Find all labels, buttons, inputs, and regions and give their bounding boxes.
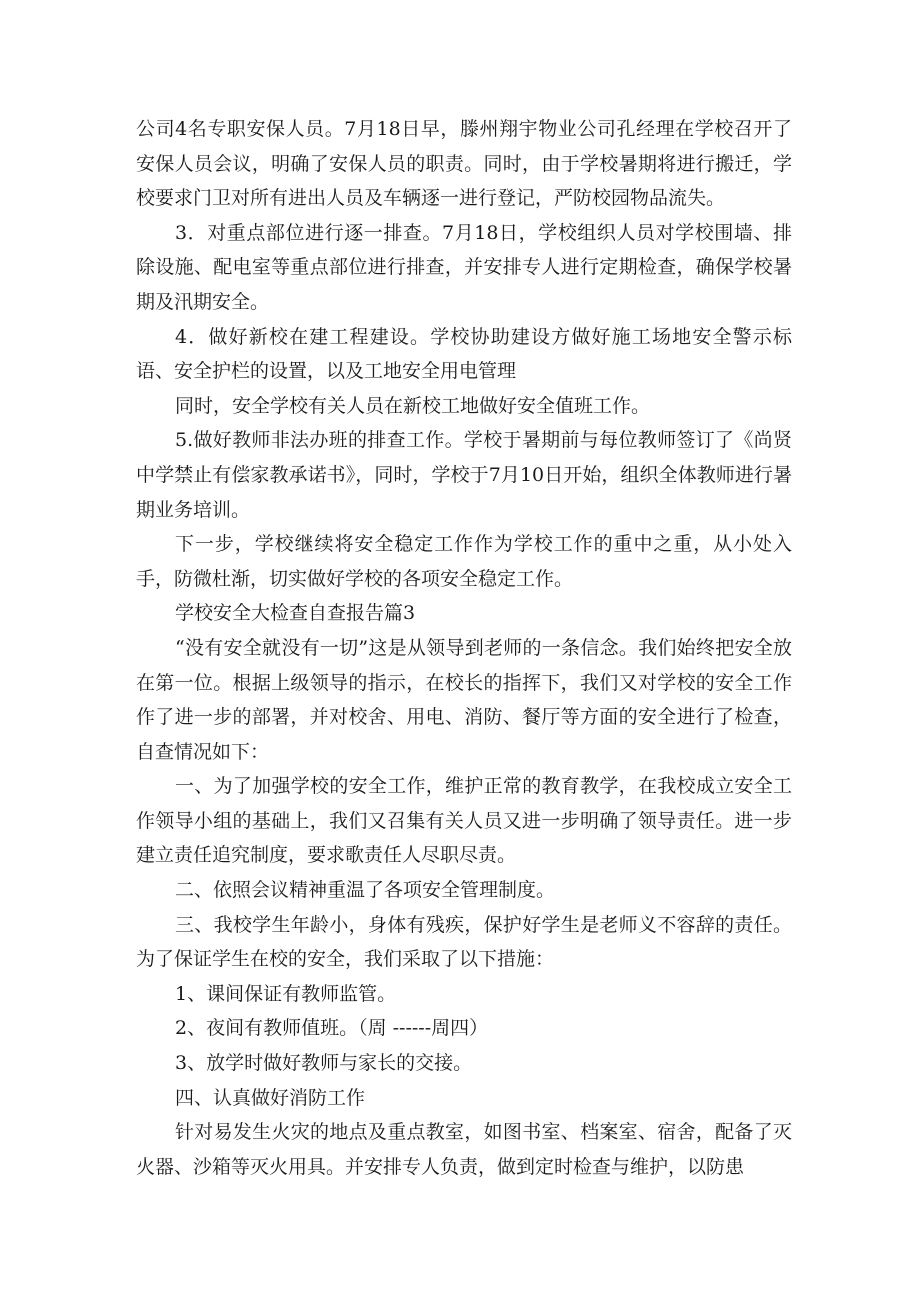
paragraph-4: 同时，安全学校有关人员在新校工地做好安全值班工作。 (175, 394, 651, 417)
paragraph-11: 三、我校学生年龄小，身体有残疾，保护好学生是老师义不容辞的责任。为了保证学生在校的安全，我们采取了以下措施： (136, 913, 792, 971)
paragraph-16: 针对易发生火灾的地点及重点教室，如图书室、档案室、宿舍，配备了灭火器、沙箱等灭火用具。并安排专人负责，做到定时检查与维护，以防患 (136, 1121, 792, 1178)
paragraph-2: 3．对重点部位进行逐一排查。7月18日，学校组织人员对学校围墙、排除设施、配电室等重点部位进行排查，并安排专人进行定期检查，确保学校暑期及汛期安全。 (136, 221, 792, 313)
document-page (136, 112, 792, 1184)
paragraph-10: 二、依照会议精神重温了各项安全管理制度。 (175, 879, 556, 902)
section-heading: 学校安全大检查自查报告篇3 (175, 602, 416, 625)
paragraph-15: 四、认真做好消防工作 (175, 1086, 366, 1109)
paragraph-8: “没有安全就没有一切”这是从领导到老师的一条信念。我们始终把安全放在第一位。根据上级领导的指示，在校长的指挥下，我们又对学校的安全工作作了进一步的部署，并对校舍、用电、消防、餐厅等方面的安全进行了检查，自查情况如下： (136, 636, 792, 763)
list-item-2: 2、夜间有教师值班。（周 ------周四） (175, 1017, 489, 1040)
paragraph-3: 4．做好新校在建工程建设。学校协助建设方做好施工场地安全警示标语、安全护栏的设置，以及工地安全用电管理 (136, 325, 792, 383)
list-item-3: 3、放学时做好教师与家长的交接。 (175, 1052, 473, 1075)
paragraph-1: 公司4名专职安保人员。7月18日早，滕州翔宇物业公司孔经理在学校召开了安保人员会议，明确了安保人员的职责。同时，由于学校暑期将进行搬迁，学校要求门卫对所有进出人员及车辆逐一进行登记，严防校园物品流失。 (136, 118, 792, 210)
paragraph-6: 下一步，学校继续将安全稳定工作作为学校工作的重中之重，从小处入手，防微杜渐，切实做好学校的各项安全稳定工作。 (136, 533, 792, 590)
list-item-1: 1、课间保证有教师监管。 (175, 982, 397, 1005)
paragraph-9: 一、为了加强学校的安全工作，维护正常的教育教学，在我校成立安全工作领导小组的基础上，我们又召集有关人员又进一步明确了领导责任。进一步建立责任追究制度，要求歌责任人尽职尽责。 (136, 775, 792, 867)
paragraph-5: 5.做好教师非法办班的排查工作。学校于暑期前与每位教师签订了《尚贤中学禁止有偿家教承诺书》，同时，学校于7月10日开始，组织全体教师进行暑期业务培训。 (136, 429, 792, 521)
